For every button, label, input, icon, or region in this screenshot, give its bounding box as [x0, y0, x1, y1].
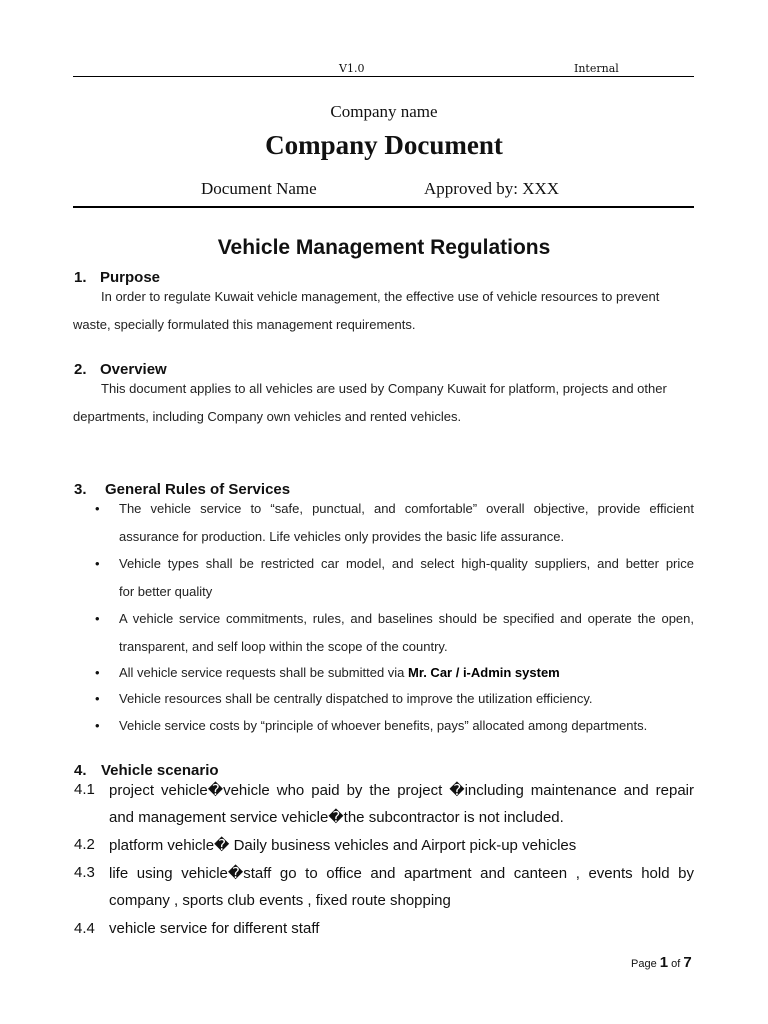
bullet-marker: •: [95, 718, 100, 733]
section-2-text-line1: This document applies to all vehicles are used by Company Kuwait for platform, projects and other: [101, 381, 667, 396]
bullet-marker: •: [95, 501, 100, 516]
page-total: 7: [683, 954, 692, 971]
section-1-text-line2: waste, specially formulated this management requirements.: [73, 317, 416, 332]
company-name: Company name: [330, 102, 438, 121]
main-title: Vehicle Management Regulations: [217, 236, 551, 259]
classification-label: Internal: [574, 62, 619, 75]
bullet-marker: •: [95, 691, 100, 706]
item-4-3-number: 4.3: [74, 864, 95, 881]
bullet-5: Vehicle resources shall be centrally dispatched to improve the utilization efficiency.: [119, 691, 593, 706]
item-4-3-line1: life using vehicle�staff go to office and apartment and canteen , events hold by: [109, 865, 694, 882]
bullet-4-text: All vehicle service requests shall be submitted via: [119, 665, 409, 680]
section-3-heading: General Rules of Services: [105, 481, 291, 498]
bullet-1-line1: The vehicle service to “safe, punctual, and comfortable” overall objective, provide efficient: [119, 501, 694, 516]
item-4-4: vehicle service for different staff: [109, 920, 320, 937]
bullet-3-line2: transparent, and self loop within the scope of the country.: [119, 639, 448, 654]
section-3-number: 3.: [74, 481, 87, 498]
bullet-4: [119, 665, 560, 680]
page-number: 1: [659, 954, 669, 971]
approved-by: Approved by: XXX: [424, 179, 560, 198]
bullet-2-line1: Vehicle types shall be restricted car model, and select high-quality suppliers, and better price: [119, 556, 694, 571]
section-2-text-line2: departments, including Company own vehicles and rented vehicles.: [73, 409, 462, 424]
section-2-number: 2.: [74, 361, 87, 378]
bullet-marker: •: [95, 611, 100, 626]
section-1-number: 1.: [74, 269, 87, 286]
section-2-heading: Overview: [100, 361, 167, 378]
bullet-marker: •: [95, 556, 100, 571]
section-4-number: 4.: [74, 762, 87, 779]
page-label: Page: [631, 958, 657, 970]
bullet-6: Vehicle service costs by “principle of whoever benefits, pays” allocated among departments.: [119, 718, 648, 733]
bullet-4-system-name: Mr. Car / i-Admin system: [408, 665, 560, 680]
title-rule: [73, 206, 694, 208]
item-4-1-line1: project vehicle�vehicle who paid by the project �including maintenance and repair: [109, 782, 694, 799]
bullet-3-line1: A vehicle service commitments, rules, and baselines should be specified and operate the open,: [119, 611, 694, 626]
item-4-4-number: 4.4: [74, 920, 95, 937]
item-4-2: platform vehicle� Daily business vehicles and Airport pick-up vehicles: [109, 837, 577, 854]
item-4-1-line2: and management service vehicle�the subcontractor is not included.: [109, 809, 564, 826]
document-name: Document Name: [201, 179, 317, 198]
of-label: of: [671, 958, 681, 970]
document-title: Company Document: [265, 130, 503, 160]
bullet-marker: •: [95, 665, 100, 680]
item-4-3-line2: company , sports club events , fixed route shopping: [109, 892, 451, 909]
version-label: V1.0: [339, 62, 365, 75]
header-rule: [73, 76, 694, 77]
bullet-1-line2: assurance for production. Life vehicles only provides the basic life assurance.: [119, 529, 565, 544]
section-1-text-line1: In order to regulate Kuwait vehicle management, the effective use of vehicle resources to prevent: [101, 289, 660, 304]
bullet-2-line2: for better quality: [119, 584, 213, 599]
page-indicator: [631, 954, 692, 971]
section-4-heading: Vehicle scenario: [101, 762, 219, 779]
item-4-1-number: 4.1: [74, 781, 95, 798]
item-4-2-number: 4.2: [74, 836, 95, 853]
section-1-heading: Purpose: [100, 269, 161, 286]
